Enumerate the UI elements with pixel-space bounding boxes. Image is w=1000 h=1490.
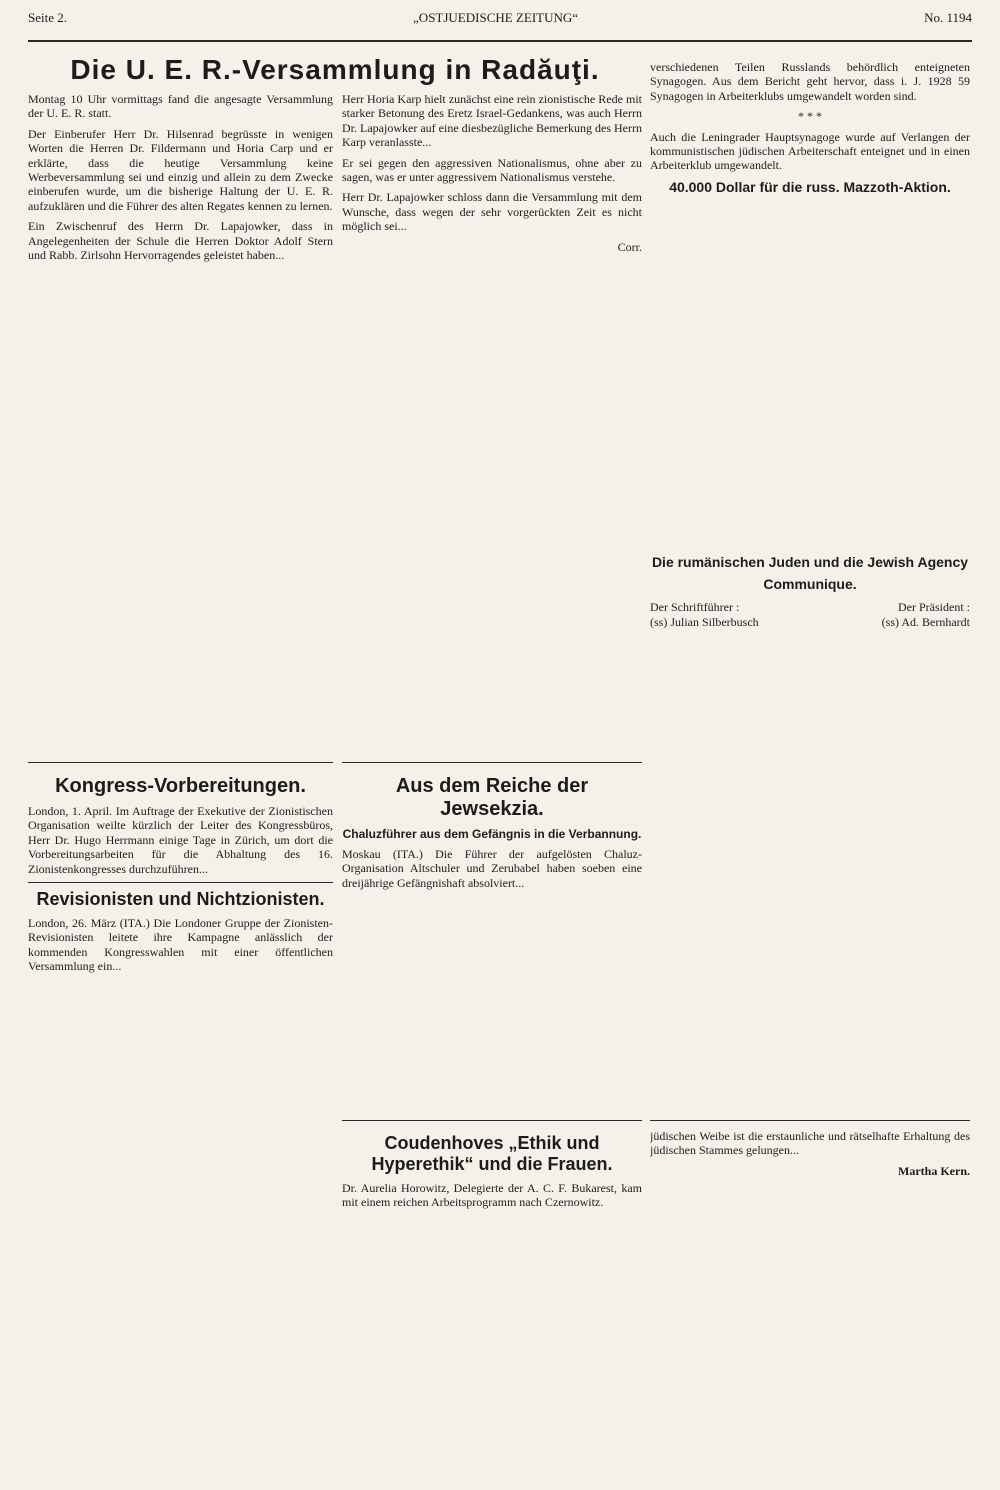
right-signature-role: Der Präsident :	[898, 600, 970, 614]
main-col2-p2: Er sei gegen den aggressiven Nationalismus, ohne aber zu sagen, was er unter aggressivem Nationalismus verstehe.	[342, 155, 642, 184]
revisionists-text: London, 26. März (ITA.) Die Londoner Gruppe der Zionisten-Revisionisten leitete ihre Kampagne anlässlich der kommenden Kongresswahlen mit einer öffentlichen Versammlung ein...	[28, 915, 333, 974]
coudenhove-section	[342, 1120, 642, 1459]
coudenhove-right-text: jüdischen Weibe ist die erstaunliche und rätselhafte Erhaltung des jüdischen Stammes gelungen...	[650, 1129, 970, 1158]
main-col2-p1: Herr Horia Karp hielt zunächst eine rein zionistische Rede mit starker Betonung des Eretz Israel-Gedankens, was auch Herrn Dr. Lapajowker auf eine diesbezügliche Bemerkung des Herrn Karp veranlasste...	[342, 92, 642, 150]
congress-rule	[28, 882, 333, 883]
main-col-1	[28, 92, 333, 742]
page-header	[28, 10, 972, 54]
agency-headline: Die rumänischen Juden und die Jewish Agency	[651, 554, 969, 570]
coudenhove-title: Coudenhoves „Ethik und Hyperethik“ und die Frauen.	[371, 1133, 613, 1174]
main-col-2	[342, 92, 642, 742]
left-signature-name: (ss) Julian Silberbusch	[650, 615, 759, 629]
agency-subheadline: Communique.	[763, 576, 857, 592]
congress-section	[28, 762, 333, 1461]
main-col1-p2: Der Einberufer Herr Dr. Hilsenrad begrüsste in wenigen Worten die Herren Dr. Fildermann und Horia Carp und er erklärte, dass die heutige Versammlung keine Werbeversammlung sei und einzig und allein zu dem Zwecke einberufen wurde, um die bisherige Haltung der U. E. R. aufzuklären und die Führer des alten Regates kennen zu lernen.	[28, 126, 333, 213]
right-top-p1: verschiedenen Teilen Russlands behördlich enteigneten Synagogen. Aus dem Bericht geht hervor, dass i. J. 1928 59 Synagogen in Arbeiterklubs umgewandelt worden sind.	[650, 60, 970, 103]
paper-title: „OSTJUEDISCHE ZEITUNG“	[413, 10, 579, 25]
main-article-title: Die U. E. R.-Versammlung in Radăuţi.	[70, 54, 600, 85]
agency-section	[650, 550, 970, 1070]
mazzoth-headline: 40.000 Dollar für die russ. Mazzoth-Aktion.	[669, 178, 951, 195]
main-col1-p3: Ein Zwischenruf des Herrn Dr. Lapajowker, dass in Angelegenheiten der Schule die Herren Doktor Adolf Stern und Rabb. Zirlsohn Hervorragendes geleistet haben...	[28, 219, 333, 262]
congress-title: Kongress-Vorbereitungen.	[55, 775, 306, 797]
coudenhove-text: Dr. Aurelia Horowitz, Delegierte der A. C. F. Bukarest, kam mit einem reichen Arbeitsprogramm nach Czernowitz.	[342, 1181, 642, 1210]
main-col2-p3: Herr Dr. Lapajowker schloss dann die Versammlung mit dem Wunsche, dass wegen der sehr vorgerückten Zeit es nicht möglich sei...	[342, 190, 642, 234]
right-column-top	[650, 60, 970, 390]
header-rule	[28, 40, 972, 42]
coudenhove-right	[650, 1120, 970, 1459]
signatures	[650, 600, 970, 630]
issue-number: No. 1194	[924, 10, 972, 25]
article-author: Martha Kern.	[898, 1163, 970, 1178]
right-top-p2: Auch die Leningrader Hauptsynagoge wurde auf Verlangen der kommunistischen jüdischen Arbeiterschaft enteignet und in einen Arbeiterklub umgewandelt.	[650, 129, 970, 173]
congress-text: London, 1. April. Im Auftrage der Exekutive der Zionistischen Organisation weilte kürzlich der Leiter des Kongressbüros, Herr Dr. Hugo Herrmann einige Tage in Zürich, um dort die Vorbereitungsarbeiten für die Abhaltung des 16. Zionistenkongresses durchzuführen...	[28, 804, 333, 876]
main-col1-p1: Montag 10 Uhr vormittags fand die angesagte Versammlung der U. E. R. statt.	[28, 92, 333, 121]
main-signoff: Corr.	[617, 239, 642, 254]
sekzia-text: Moskau (ITA.) Die Führer der aufgelösten Chaluz-Organisation Altschuler und Zerubabel haben soeben eine dreijährige Gefängnishaft absolviert...	[342, 847, 642, 890]
sekzia-subtitle: Chaluzführer aus dem Gefängnis in die Verbannung.	[342, 827, 642, 841]
sekzia-section	[342, 762, 642, 1116]
left-signature-role: Der Schriftführer :	[650, 600, 740, 614]
sekzia-title: Aus dem Reiche der Jewsekzia.	[395, 775, 589, 820]
right-signature-name: (ss) Ad. Bernhardt	[881, 615, 970, 629]
right-top-sep: * * *	[798, 109, 822, 124]
revisionists-title: Revisionisten und Nichtzionisten.	[36, 888, 325, 909]
page-number: Seite 2.	[28, 10, 67, 25]
